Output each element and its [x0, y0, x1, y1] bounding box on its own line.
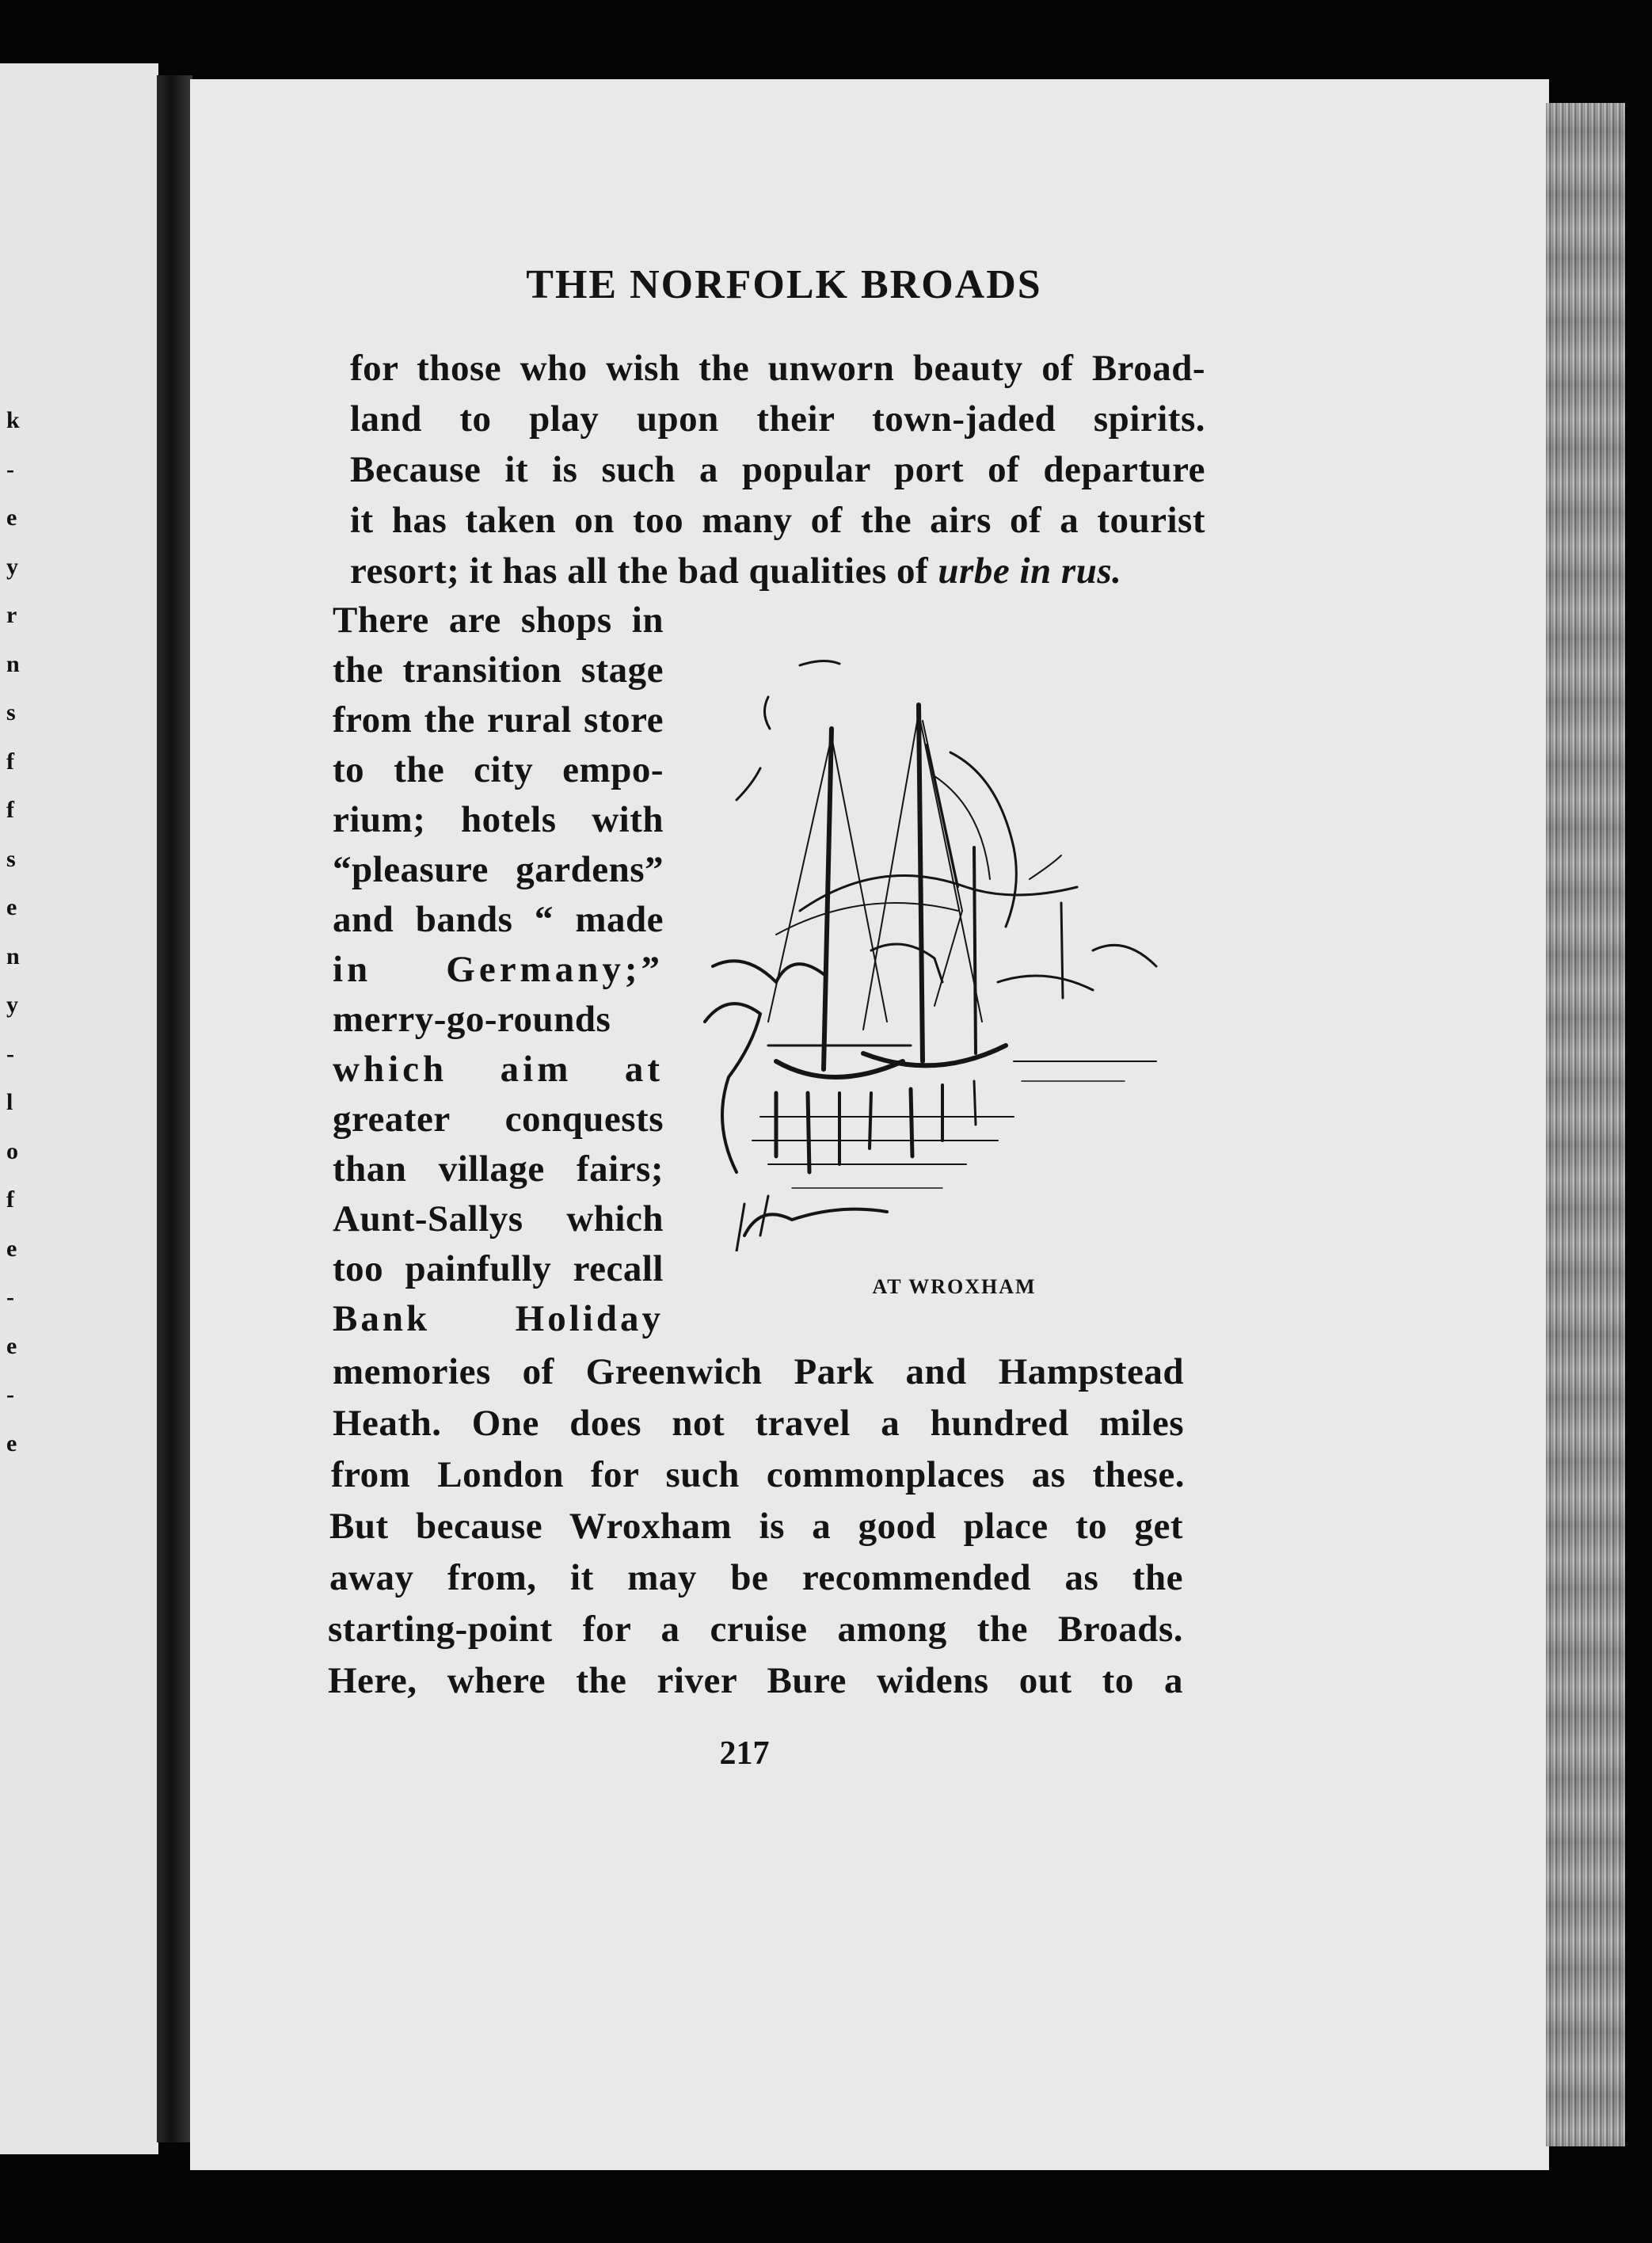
- page-block-edges: [1546, 103, 1625, 2146]
- edge-letter: s: [6, 845, 16, 872]
- text-line: and bands “ made: [333, 899, 664, 940]
- edge-letter: e: [6, 1332, 17, 1359]
- book-gutter-shadow: [157, 75, 192, 2142]
- text-line: land to play upon their town-jaded spirits.: [350, 398, 1205, 440]
- illustration-caption: AT WROXHAM: [872, 1275, 1037, 1298]
- text-line: which aim at: [333, 1049, 664, 1090]
- text-line: Heath. One does not travel a hundred miles: [333, 1403, 1184, 1444]
- text-line: [350, 550, 1205, 592]
- text-line: it has taken on too many of the airs of a tourist: [350, 500, 1205, 541]
- text-line: But because Wroxham is a good place to get: [329, 1506, 1183, 1547]
- text-line: to the city empo-: [333, 749, 664, 790]
- text-line: “pleasure gardens”: [333, 849, 664, 890]
- text-line: in Germany;”: [333, 949, 664, 990]
- text-line: starting-point for a cruise among the Broads.: [328, 1609, 1183, 1650]
- edge-letter: n: [6, 943, 20, 969]
- text-line: memories of Greenwich Park and Hampstead: [333, 1351, 1184, 1392]
- edge-letter: y: [6, 992, 18, 1018]
- edge-letter: e: [6, 1235, 17, 1262]
- edge-letter: k: [6, 407, 20, 433]
- text-line: Aunt-Sallys which: [333, 1198, 664, 1240]
- text-line: from London for such commonplaces as these.: [331, 1454, 1185, 1495]
- edge-letter: e: [6, 894, 17, 920]
- text-line: from the rural store: [333, 699, 664, 741]
- edge-letter: y: [6, 553, 18, 580]
- edge-letter: -: [6, 1284, 14, 1310]
- edge-letter: l: [6, 1089, 13, 1115]
- text-line: Because it is such a popular port of departure: [350, 449, 1205, 490]
- edge-letter: -: [6, 455, 14, 482]
- text-line: There are shops in: [333, 600, 664, 641]
- text-line-roman: resort; it has all the bad qualities of: [350, 550, 938, 592]
- text-line: Bank Holiday: [333, 1298, 664, 1339]
- latin-phrase: urbe in rus.: [938, 550, 1122, 592]
- edge-letter: -: [6, 1381, 14, 1407]
- edge-letter: s: [6, 699, 16, 725]
- edge-letter: r: [6, 602, 17, 628]
- text-line: merry-go-rounds: [333, 999, 611, 1040]
- page-number: 217: [719, 1735, 770, 1772]
- edge-letter: f: [6, 1186, 14, 1213]
- edge-letter: f: [6, 797, 14, 823]
- text-line: Here, where the river Bure widens out to a: [328, 1660, 1183, 1701]
- left-page-fragment: [0, 63, 158, 2154]
- left-page-edge-letters: [6, 396, 30, 1468]
- edge-letter: n: [6, 650, 20, 677]
- edge-letter: -: [6, 1040, 14, 1067]
- text-line: rium; hotels with: [333, 799, 664, 840]
- running-head: THE NORFOLK BROADS: [526, 262, 1042, 307]
- edge-letter: e: [6, 1430, 17, 1457]
- text-line: the transition stage: [333, 649, 664, 691]
- edge-letter: f: [6, 748, 14, 775]
- text-line: greater conquests: [333, 1099, 664, 1140]
- text-line: for those who wish the unworn beauty of Broad-: [350, 348, 1205, 389]
- text-line: than village fairs;: [333, 1148, 664, 1190]
- wroxham-boats-illustration: [681, 649, 1188, 1251]
- text-line: too painfully recall: [333, 1248, 664, 1289]
- edge-letter: o: [6, 1137, 18, 1164]
- edge-letter: e: [6, 505, 17, 531]
- text-line: away from, it may be recommended as the: [329, 1557, 1183, 1598]
